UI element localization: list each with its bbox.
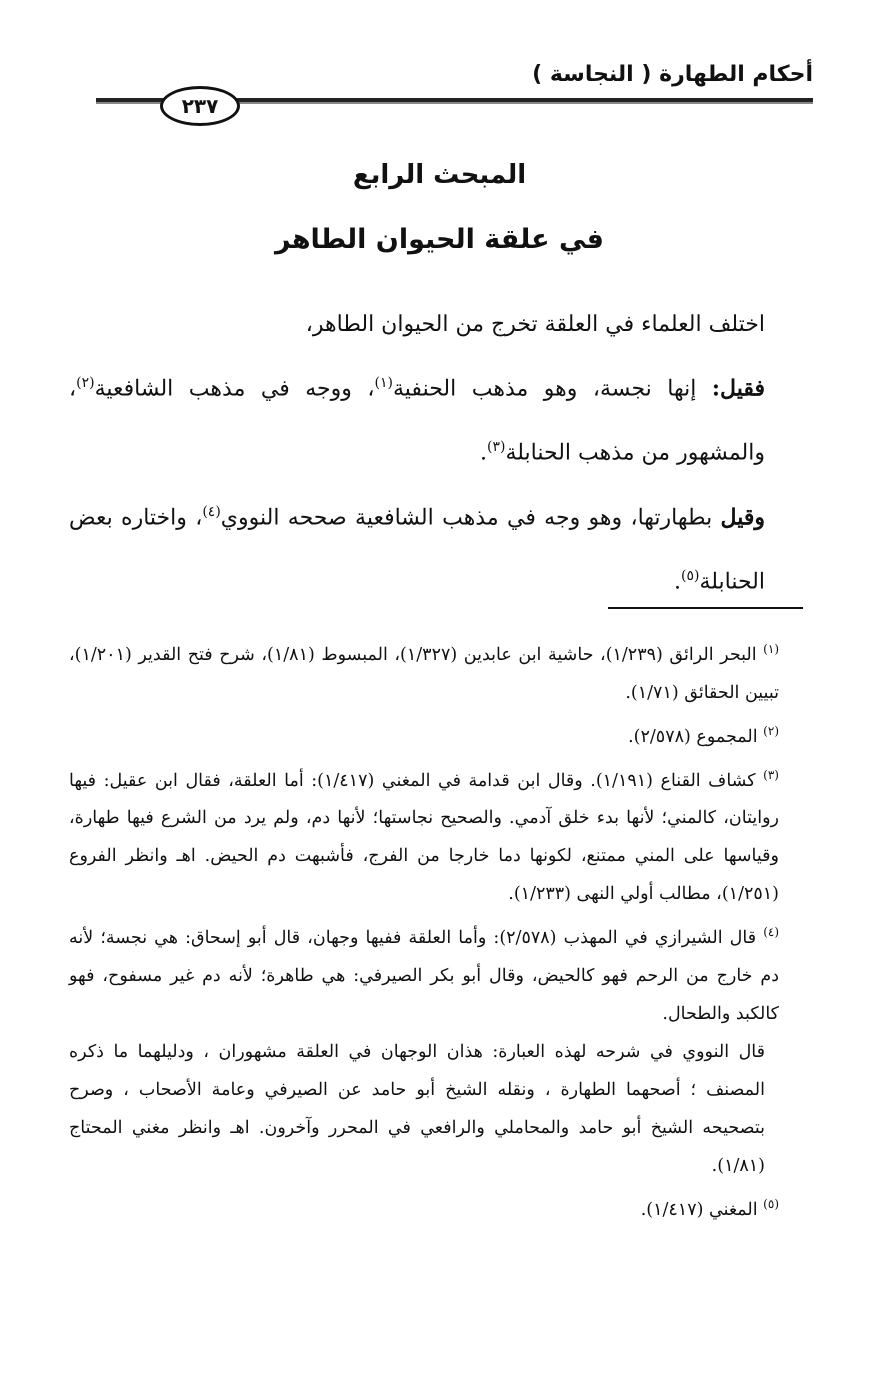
footnote-ref-5[interactable]: (٥): [680, 567, 700, 584]
footnote-3-number: (٣): [763, 767, 779, 782]
paragraph-2-text-4: .: [480, 440, 487, 466]
paragraph-3: [69, 483, 809, 612]
paragraph-1: اختلف العلماء في العلقة تخرج من الحيوان الطاهر،: [305, 312, 765, 337]
paragraph-2-text-1: إنها نجسة، وهو مذهب الحنفية: [393, 376, 712, 402]
footnote-ref-4[interactable]: (٤): [202, 503, 221, 520]
footnote-4-continuation: قال النووي في شرحه لهذه العبارة: هذان الوجهان في العلقة مشهوران ، ودليلهما ما ذكره المصنف ؛ أصحهما الطهارة ، ونقله الشيخ أبو حامد عن الصيرفي وعامة الأصحاب ، وصرح بتصحيحه الشيخ أبو حامد والمحاملي والرافعي في المحرر وآخرون. اهـ وانظر مغني المحتاج (١/٨١).: [69, 1042, 765, 1177]
footnote-1-text: البحر الرائق (١/٢٣٩)، حاشية ابن عابدين (١/٣٢٧)، المبسوط (١/٨١)، شرح فتح القدير (١/٢٠١)، تبيين الحقائق (١/٧١).: [69, 644, 779, 703]
footnote-separator: [608, 607, 803, 609]
footnote-3-text: كشاف القناع (١/١٩١). وقال ابن قدامة في المغني (١/٤١٧): أما العلقة، فقال ابن عقيل: فيها روايتان، كالمني؛ لأنها بدء خلق آدمي. والصحيح نجاستها؛ لأنها دم، ولم يرد من الشرع فيها طهارة، وقياسها على المني ممتنع، لكونها دما خارجا من الفرج، فأشبهت دم الحيض. اهـ وانظر الفروع (١/٢٥١)، مطالب أولي النهى (١/٢٣٣).: [69, 770, 779, 905]
paragraph-2-text-3: ، والمشهور من مذهب الحنابلة: [69, 376, 765, 466]
running-title: أحكام الطهارة ( النجاسة ): [532, 62, 813, 87]
paragraph-2-text-2: ، ووجه في مذهب الشافعية: [94, 376, 375, 402]
paragraph-2-lead: فقيل:: [711, 375, 765, 402]
footnote-4-text: قال الشيرازي في المهذب (٢/٥٧٨): وأما العلقة ففيها وجهان، قال أبو إسحاق: هي نجسة؛ لأنه دم خارج من الرحم فهو كالحيض، وقال أبو بكر الصيرفي: هي طاهرة؛ لأنه دم غير مسفوح، فهو كالكبد والطحال.: [69, 928, 779, 1025]
section-subtitle: في علقة الحيوان الطاهر: [275, 224, 604, 255]
footnote-2-number: (٢): [763, 723, 779, 738]
page-number: ٢٣٧: [160, 86, 240, 126]
footnote-ref-2[interactable]: (٢): [76, 375, 95, 391]
footnotes: [69, 630, 809, 1229]
footnote-5-text: المغني (١/٤١٧).: [640, 1200, 764, 1221]
paragraph-3-text-2: ، واختاره بعض الحنابلة: [69, 504, 765, 595]
paragraph-2: [69, 354, 809, 483]
footnote-1-number: (١): [763, 642, 779, 656]
section-title: المبحث الرابع: [352, 160, 527, 190]
footnote-2-text: المجموع (٢/٥٧٨).: [628, 726, 764, 747]
footnote-ref-1[interactable]: (١): [374, 375, 393, 391]
footnote-2: [69, 712, 809, 756]
body-text: [69, 296, 809, 611]
footnote-4-number: (٤): [763, 925, 780, 940]
paragraph-3-lead: وقيل: [720, 503, 765, 530]
footnote-5-number: (٥): [763, 1197, 779, 1212]
footnote-5: [69, 1185, 809, 1229]
footnote-1: [69, 630, 809, 712]
paragraph-3-text-1: بطهارتها، وهو وجه في مذهب الشافعية صححه النووي: [220, 504, 721, 530]
footnote-4: [69, 913, 809, 1033]
footnote-3: [69, 756, 809, 914]
paragraph-3-text-3: .: [673, 569, 681, 595]
footnote-ref-3[interactable]: (٣): [487, 439, 506, 456]
